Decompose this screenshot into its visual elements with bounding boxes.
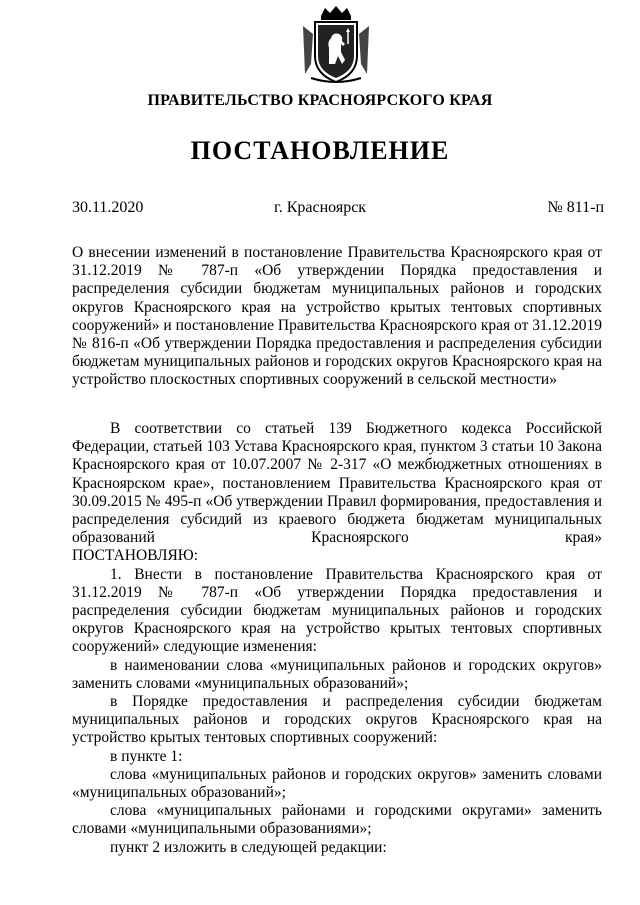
document-city: г. Красноярск bbox=[273, 199, 367, 216]
coat-of-arms-icon bbox=[301, 4, 371, 84]
paragraph-7: пункт 2 изложить в следующей редакции: bbox=[110, 838, 387, 856]
document-body bbox=[72, 420, 602, 857]
document-type: ПОСТАНОВЛЕНИЕ bbox=[190, 136, 450, 165]
paragraph-6: слова «муниципальных районами и городскими округами» заменить словами «муниципальными образованиями»; bbox=[72, 802, 602, 838]
paragraph-1: 1. Внести в постановление Правительства Красноярского края от 31.12.2019 № 787-п «Об утверждении Порядка предоставления и распределения субсидии бюджетам муниципальных районов и городских округов Красноярского края на устройство крытых тентовых спортивных сооружений» следующие изменения: bbox=[72, 565, 602, 656]
document-number: № 811-п bbox=[547, 199, 604, 216]
paragraph-5: слова «муниципальных районов и городских округов» заменить словами «муниципальных образований»; bbox=[72, 765, 602, 802]
decree-word: ПОСТАНОВЛЯЮ: bbox=[72, 547, 199, 565]
government-title: ПРАВИТЕЛЬСТВО КРАСНОЯРСКОГО КРАЯ bbox=[147, 92, 493, 109]
document-subject: О внесении изменений в постановление Правительства Красноярского края от 31.12.2019 № 787-п «Об утверждении Порядка предоставления и распределения субсидии бюджетам муниципальных районов и городских округов Красноярского края на устройство крытых тентовых спортивных сооружений» и постановление Правительства Красноярского края от 31.12.2019 № 816-п «Об утверждении Порядка предоставления и распределения субсидии бюджетам муниципальных районов и городских округов Красноярского края на устройство плоскостных спортивных сооружений в сельской местности» bbox=[72, 244, 602, 389]
document-date: 30.11.2020 bbox=[72, 199, 144, 216]
paragraph-3: в Порядке предоставления и распределения субсидии бюджетам муниципальных районов и городских округов Красноярского края на устройство крытых тентовых спортивных сооружений: bbox=[72, 693, 602, 747]
preamble-paragraph: В соответствии со статьей 139 Бюджетного кодекса Российской Федерации, статьей 103 Устава Красноярского края, пунктом 3 статьи 10 Закона Красноярского края от 10.07.2007 № 2-317 «О межбюджетных отношениях в Красноярском крае», постановлением Правительства Красноярского края от 30.09.2015 № 495-п «Об утверждении Правил формирования, предоставления и распределения субсидий из краевого бюджета бюджетам муниципальных образований Красноярского края» bbox=[72, 420, 602, 547]
paragraph-4: в пункте 1: bbox=[110, 747, 183, 765]
paragraph-2: в наименовании слова «муниципальных районов и городских округов» заменить словами «муниципальных образований»; bbox=[72, 656, 602, 692]
